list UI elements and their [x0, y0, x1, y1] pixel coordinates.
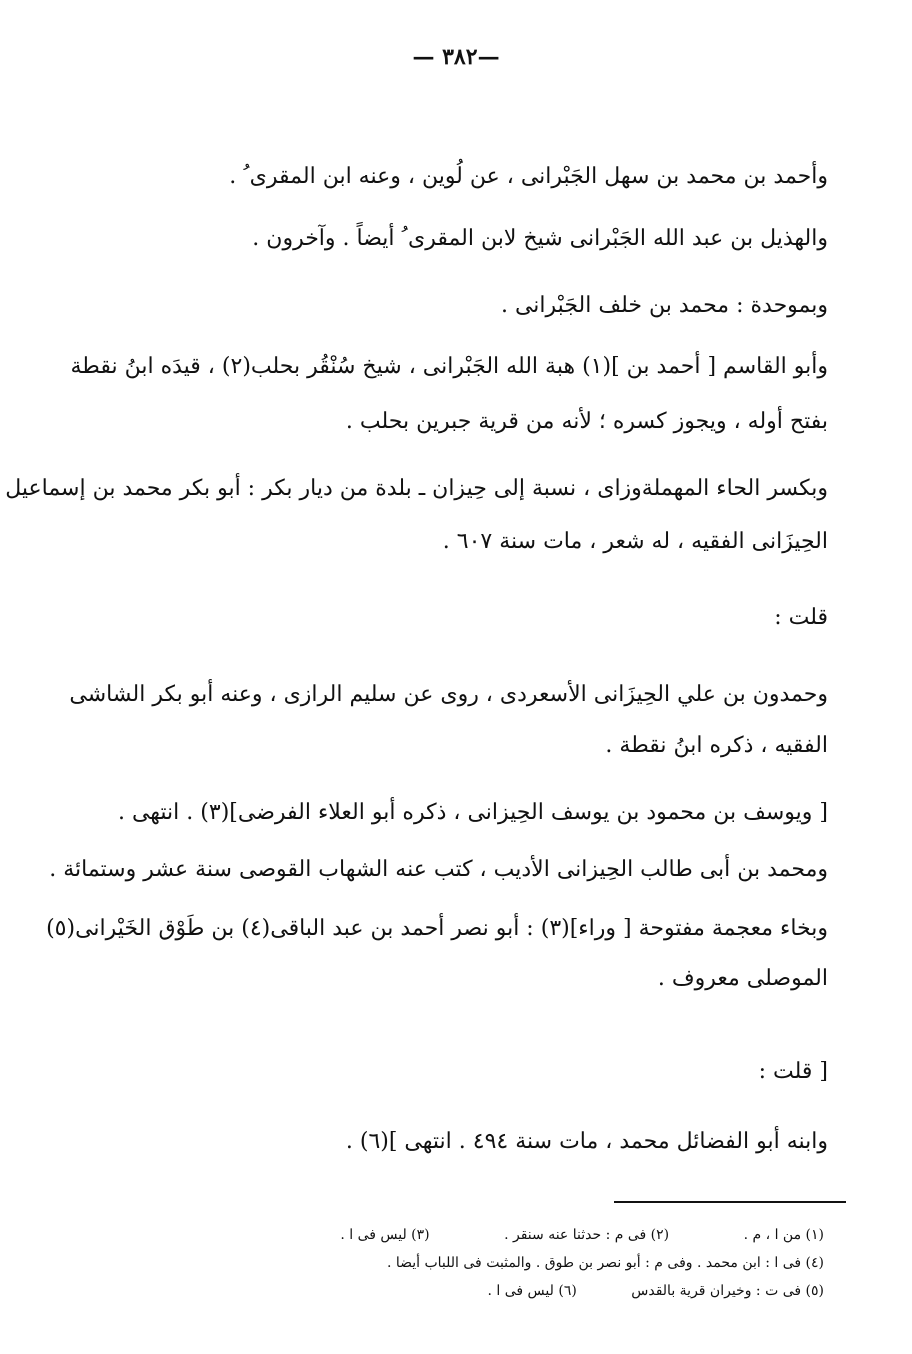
- footnote-divider: [614, 1201, 846, 1203]
- text-line: ومحمد بن أبى طالب الحِيزانى الأديب ، كتب عنه الشهاب القوصى سنة عشر وستمائة .: [49, 857, 828, 882]
- section-heading: قلت :: [774, 605, 828, 630]
- footnote: (٣) ليس فى ا .: [340, 1227, 430, 1243]
- footnote: (٦) ليس فى ا .: [487, 1283, 577, 1299]
- text-line: وابنه أبو الفضائل محمد ، مات سنة ٤٩٤ . انتهى ](٦) .: [345, 1129, 828, 1154]
- footnote-row: [84, 1224, 824, 1246]
- text-line: وأبو القاسم [ أحمد بن ](١) هبة الله الجَبْرانى ، شيخ سُنْقُر بحلب(٢) ، قيدَه ابنُ نقطة: [70, 354, 828, 379]
- footnote-row: [84, 1252, 824, 1274]
- text-line: الموصلى معروف .: [657, 966, 828, 991]
- text-line: وأحمد بن محمد بن سهل الجَبْرانى ، عن لُوين ، وعنه ابن المقرى ُ .: [229, 164, 828, 189]
- footnote: (٤) فى ا : ابن محمد . وفى م : أبو نصر بن طوق . والمثبت فى اللباب أيضا .: [386, 1255, 824, 1271]
- page-number: —٣٨٢ —: [412, 44, 500, 70]
- text-line: وبكسر الحاء المهملةوزاى ، نسبة إلى حِيزان ـ بلدة من ديار بكر : أبو بكر محمد بن إسماعيل: [5, 476, 828, 501]
- footnote-row: [84, 1280, 824, 1302]
- footnote: (١) من ا ، م .: [743, 1227, 824, 1243]
- text-line: والهذيل بن عبد الله الجَبْرانى شيخ لابن المقرى ُ أيضاً . وآخرون .: [252, 226, 828, 251]
- footnote: (٢) فى م : حدثنا عنه سنقر .: [504, 1227, 670, 1243]
- text-line: [ ويوسف بن محمود بن يوسف الحِيزانى ، ذكره أبو العلاء الفرضى](٣) . انتهى .: [117, 800, 828, 825]
- footnote: (٥) فى ت : وخيران قرية بالقدس: [631, 1283, 824, 1299]
- section-heading: [ قلت :: [758, 1059, 828, 1084]
- text-line: وحمدون بن علي الحِيزَانى الأسعردى ، روى عن سليم الرازى ، وعنه أبو بكر الشاشى: [69, 682, 828, 707]
- text-line: وبموحدة : محمد بن خلف الجَبْرانى .: [500, 293, 828, 318]
- text-line: وبخاء معجمة مفتوحة [ وراء](٣) : أبو نصر أحمد بن عبد الباقى(٤) بن طَوْق الخَيْرانى(٥): [46, 916, 828, 941]
- text-line: الفقيه ، ذكره ابنُ نقطة .: [605, 733, 828, 758]
- text-line: الحِيزَانى الفقيه ، له شعر ، مات سنة ٦٠٧ .: [442, 529, 828, 554]
- text-line: بفتح أوله ، ويجوز كسره ؛ لأنه من قرية جبرين بحلب .: [345, 409, 828, 434]
